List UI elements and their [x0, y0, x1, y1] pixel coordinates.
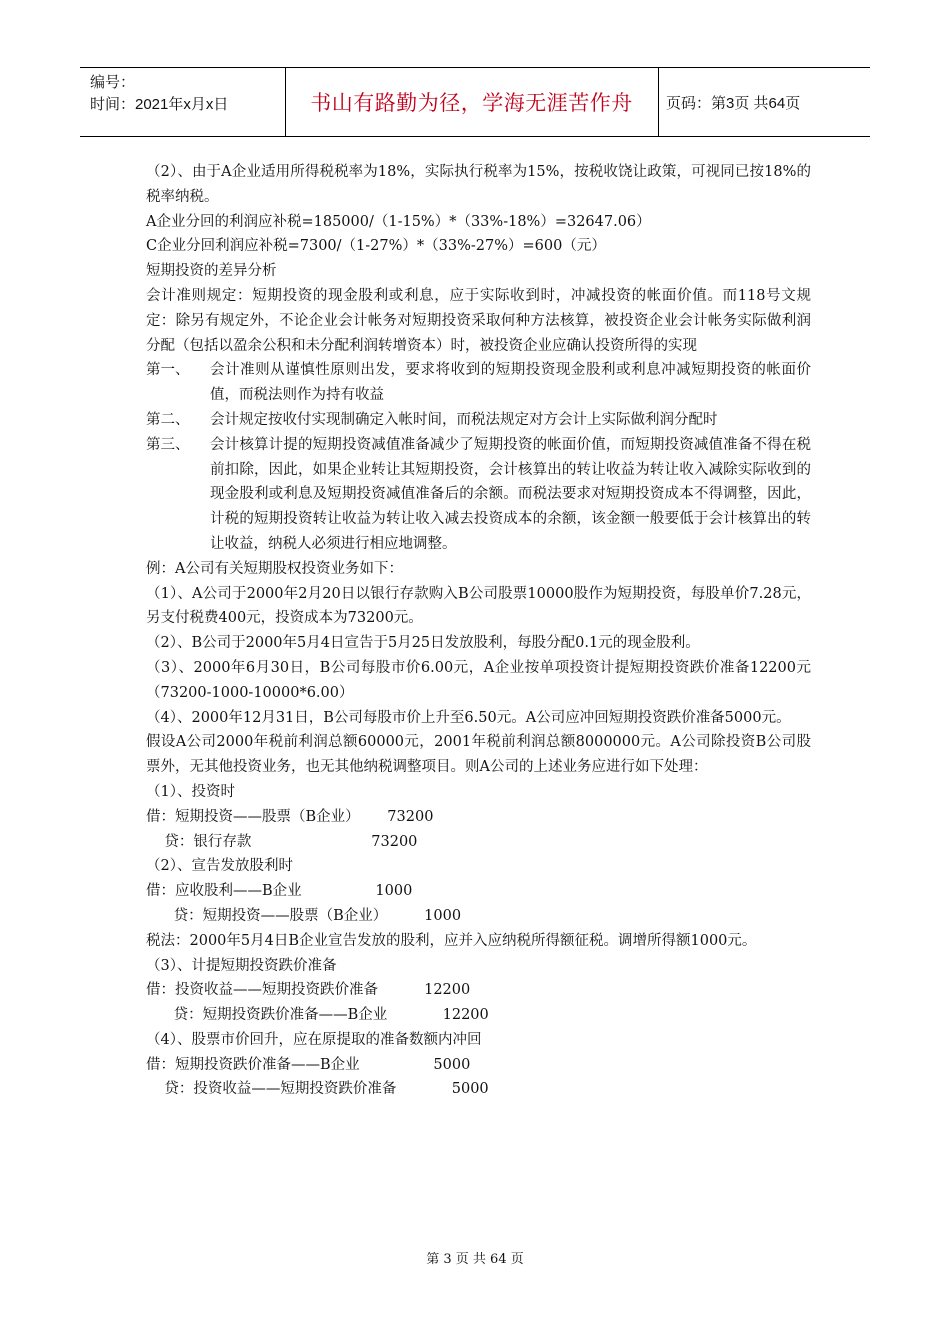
- paragraph: （3）、2000年6月30日，B公司每股市价6.00元，A企业按单项投资计提短期投资跌价准备12200元（73200-1000-10000*6.00）: [146, 659, 811, 701]
- header-divider: [658, 68, 659, 136]
- paragraph: （4）、股票市价回升，应在原提取的准备数额内冲回: [146, 1031, 482, 1048]
- header-page-info: 页码：第3页 共64页: [666, 95, 801, 112]
- date-line: 时间：2021年x月x日: [90, 96, 229, 113]
- journal-entry: 贷：短期投资跌价准备——B企业 12200: [146, 1007, 489, 1024]
- journal-entry: 借：短期投资——股票（B企业） 73200: [146, 808, 434, 825]
- paragraph: 例：A公司有关短期股权投资业务如下：: [146, 560, 403, 577]
- paragraph: （2）、宣告发放股利时: [146, 858, 293, 875]
- paragraph: （2）、B公司于2000年5月4日宣告于5月25日发放股利，每股分配0.1元的现金股利。: [146, 635, 700, 652]
- journal-entry: 贷：银行存款 73200: [146, 833, 418, 850]
- page-footer: 第 3 页 共 64 页: [426, 1252, 524, 1267]
- document-body: [146, 160, 811, 1102]
- list-item: [146, 433, 811, 557]
- paragraph: （1）、A公司于2000年2月20日以银行存款购入B公司股票10000股作为短期投资，每股单价7.28元，另支付税费400元，投资成本为73200元。: [146, 585, 811, 627]
- paragraph: （2）、由于A企业适用所得税税率为18%，实际执行税率为15%，按税收饶让政策，可视同已按18%的税率纳税。: [146, 164, 811, 205]
- journal-entry: 贷：短期投资——股票（B企业） 1000: [146, 907, 462, 924]
- paragraph: （4）、2000年12月31日，B公司每股市价上升至6.50元。A公司应冲回短期投资跌价准备5000元。: [146, 709, 791, 726]
- paragraph: 假设A公司2000年税前利润总额60000元，2001年税前利润总额8000000元。A公司除投资B公司股票外，无其他投资业务，也无其他纳税调整项目。则A公司的上述业务应进行如下处理：: [146, 734, 811, 776]
- journal-entry: 借：应收股利——B企业 1000: [146, 883, 413, 900]
- list-item-label: 第三、: [146, 436, 190, 453]
- journal-entry: 贷：投资收益——短期投资跌价准备 5000: [146, 1081, 489, 1098]
- paragraph: 税法：2000年5月4日B企业宣告发放的股利，应并入应纳税所得额征税。调增所得额1000元。: [146, 932, 757, 949]
- list-item-text: 会计核算计提的短期投资减值准备减少了短期投资的帐面价值，而短期投资减值准备不得在税前扣除，因此，如果企业转让其短期投资，会计核算出的转让收益为转让收入减除实际收到的现金股利或利息及短期投资减值准备后的余额。而税法要求对短期投资成本不得调整，因此，计税的短期投资转让收益为转让收入减去投资成本的余额，该金额一般要低于会计核算出的转让收益，纳税人必须进行相应地调整。: [210, 436, 811, 552]
- journal-entry: 借：短期投资跌价准备——B企业 5000: [146, 1056, 471, 1073]
- list-item-text: 会计准则从谨慎性原则出发，要求将收到的短期投资现金股利或利息冲减短期投资的帐面价值，而税法则作为持有收益: [210, 362, 811, 404]
- list-item-label: 第二、: [146, 411, 190, 428]
- paragraph: A企业分回的利润应补税=185000/（1-15%）*（33%-18%）=32647.06）: [146, 213, 651, 230]
- paragraph: （3）、计提短期投资跌价准备: [146, 957, 337, 974]
- paragraph: （1）、投资时: [146, 783, 235, 800]
- paragraph: 会计准则规定：短期投资的现金股利或利息，应于实际收到时，冲减投资的帐面价值。而118号文规定：除另有规定外，不论企业会计帐务对短期投资采取何种方法核算，被投资企业会计帐务实际做利润分配（包括以盈余公积和未分配利润转增资本）时，被投资企业应确认投资所得的实现: [146, 287, 811, 354]
- list-item: [146, 358, 811, 408]
- section-heading: 短期投资的差异分析: [146, 263, 277, 280]
- code-label: 编号：: [90, 74, 136, 91]
- list-item-text: 会计规定按收付实现制确定入帐时间，而税法规定对方会计上实际做利润分配时: [210, 411, 718, 428]
- header-motto: 书山有路勤为径，学海无涯苦作舟: [310, 91, 633, 115]
- paragraph: C企业分回利润应补税=7300/（1-27%）*（33%-27%）=600（元）: [146, 238, 606, 255]
- journal-entry: 借：投资收益——短期投资跌价准备 12200: [146, 982, 471, 999]
- page-header: [80, 67, 870, 137]
- list-item-label: 第一、: [146, 362, 190, 379]
- header-left: [90, 72, 228, 116]
- list-item: [146, 408, 811, 433]
